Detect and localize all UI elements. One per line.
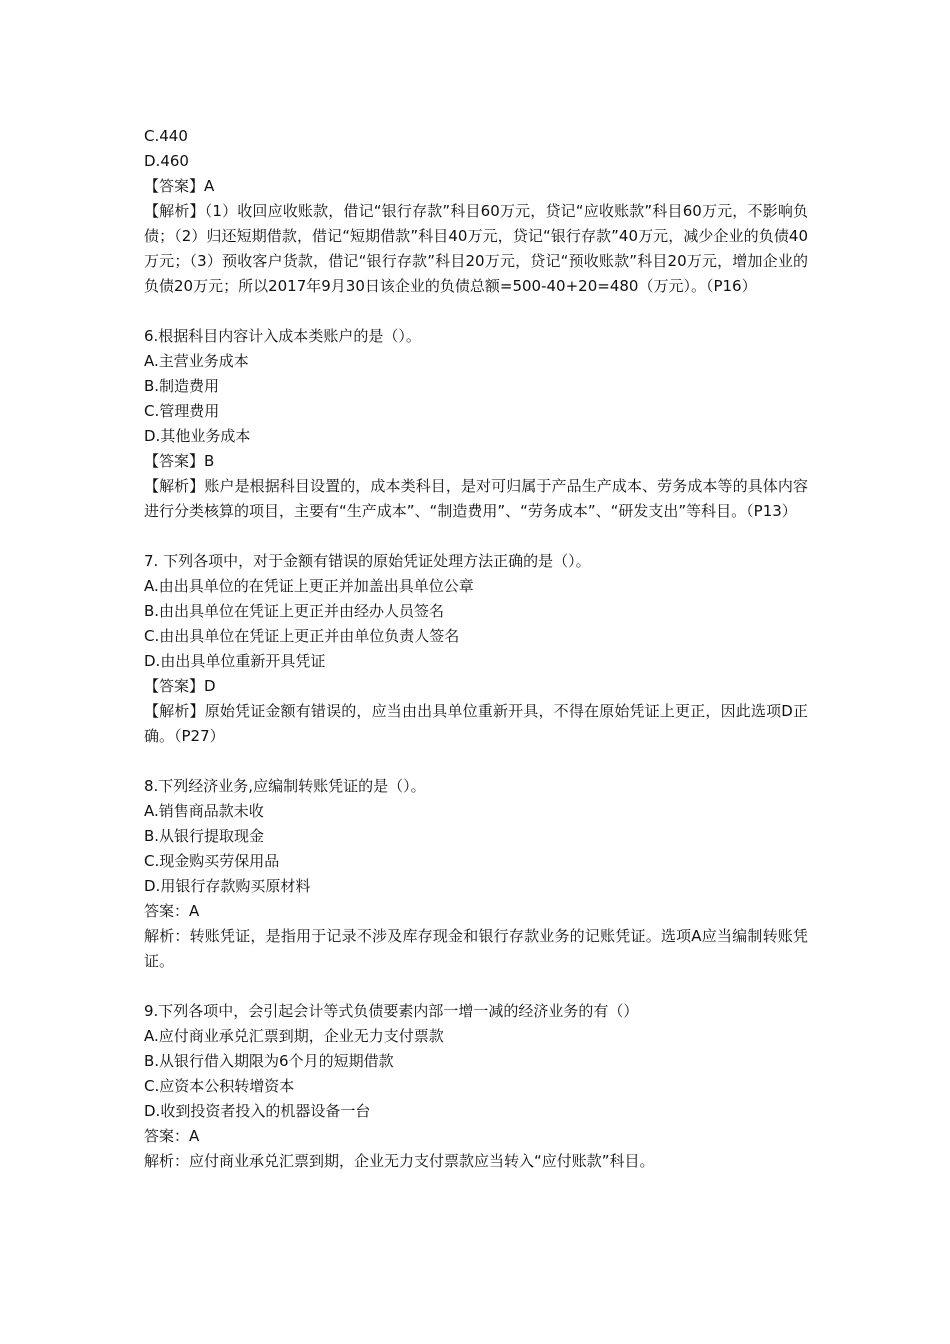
answer: 【答案】A bbox=[144, 177, 215, 195]
option-a: A.应付商业承兑汇票到期，企业无力支付票款 bbox=[144, 1027, 444, 1045]
spacer bbox=[144, 974, 808, 999]
question-block-7 bbox=[144, 549, 808, 749]
option-c: C.应资本公积转增资本 bbox=[144, 1077, 295, 1095]
answer: 答案：A bbox=[144, 902, 200, 920]
option-a: A.由出具单位的在凭证上更正并加盖出具单位公章 bbox=[144, 577, 474, 595]
option-d: D.由出具单位重新开具凭证 bbox=[144, 652, 326, 670]
question-block-5-tail bbox=[144, 124, 808, 299]
explanation: 【解析】（1）收回应收账款，借记“银行存款”科目60万元，贷记“应收账款”科目60万元，不影响负债；（2）归还短期借款，借记“短期借款”科目40万元，贷记“银行存款”40万元，减少企业的负债40万元；（3）预收客户货款，借记“银行存款”科目20万元，贷记“预收账款”科目20万元，增加企业的负债20万元；所以2017年9月30日该企业的负债总额=500-40+20=480（万元）。（P16） bbox=[144, 202, 808, 295]
option-c: C.由出具单位在凭证上更正并由单位负责人签名 bbox=[144, 627, 460, 645]
option-d: D.收到投资者投入的机器设备一台 bbox=[144, 1102, 371, 1120]
spacer bbox=[144, 524, 808, 549]
answer: 【答案】B bbox=[144, 452, 215, 470]
answer: 答案：A bbox=[144, 1127, 200, 1145]
option-c: C.现金购买劳保用品 bbox=[144, 852, 280, 870]
option-b: B.由出具单位在凭证上更正并由经办人员签名 bbox=[144, 602, 445, 620]
explanation: 解析：应付商业承兑汇票到期，企业无力支付票款应当转入“应付账款”科目。 bbox=[144, 1152, 655, 1170]
document-body bbox=[144, 124, 808, 1174]
question-stem: 8.下列经济业务,应编制转账凭证的是（）。 bbox=[144, 777, 426, 795]
question-block-9 bbox=[144, 999, 808, 1174]
option-b: B.从银行提取现金 bbox=[144, 827, 265, 845]
answer: 【答案】D bbox=[144, 677, 216, 695]
option-c: C.管理费用 bbox=[144, 402, 220, 420]
option-a: A.主营业务成本 bbox=[144, 352, 249, 370]
option-d: D.460 bbox=[144, 152, 189, 170]
option-d: D.其他业务成本 bbox=[144, 427, 251, 445]
question-block-8 bbox=[144, 774, 808, 974]
explanation: 解析：转账凭证，是指用于记录不涉及库存现金和银行存款业务的记账凭证。选项A应当编制转账凭证。 bbox=[144, 927, 808, 970]
option-c: C.440 bbox=[144, 127, 188, 145]
question-stem: 7. 下列各项中，对于金额有错误的原始凭证处理方法正确的是（）。 bbox=[144, 552, 591, 570]
option-b: B.制造费用 bbox=[144, 377, 220, 395]
question-stem: 9.下列各项中，会引起会计等式负债要素内部一增一减的经济业务的有（） bbox=[144, 1002, 639, 1020]
explanation: 【解析】原始凭证金额有错误的，应当由出具单位重新开具，不得在原始凭证上更正，因此选项D正确。（P27） bbox=[144, 702, 808, 745]
option-b: B.从银行借入期限为6个月的短期借款 bbox=[144, 1052, 394, 1070]
question-block-6 bbox=[144, 324, 808, 524]
option-a: A.销售商品款未收 bbox=[144, 802, 264, 820]
spacer bbox=[144, 299, 808, 324]
option-d: D.用银行存款购买原材料 bbox=[144, 877, 311, 895]
spacer bbox=[144, 749, 808, 774]
question-stem: 6.根据科目内容计入成本类账户的是（）。 bbox=[144, 327, 421, 345]
explanation: 【解析】账户是根据科目设置的，成本类科目，是对可归属于产品生产成本、劳务成本等的具体内容进行分类核算的项目，主要有“生产成本”、“制造费用”、“劳务成本”、“研发支出”等科目。（P13） bbox=[144, 477, 808, 520]
